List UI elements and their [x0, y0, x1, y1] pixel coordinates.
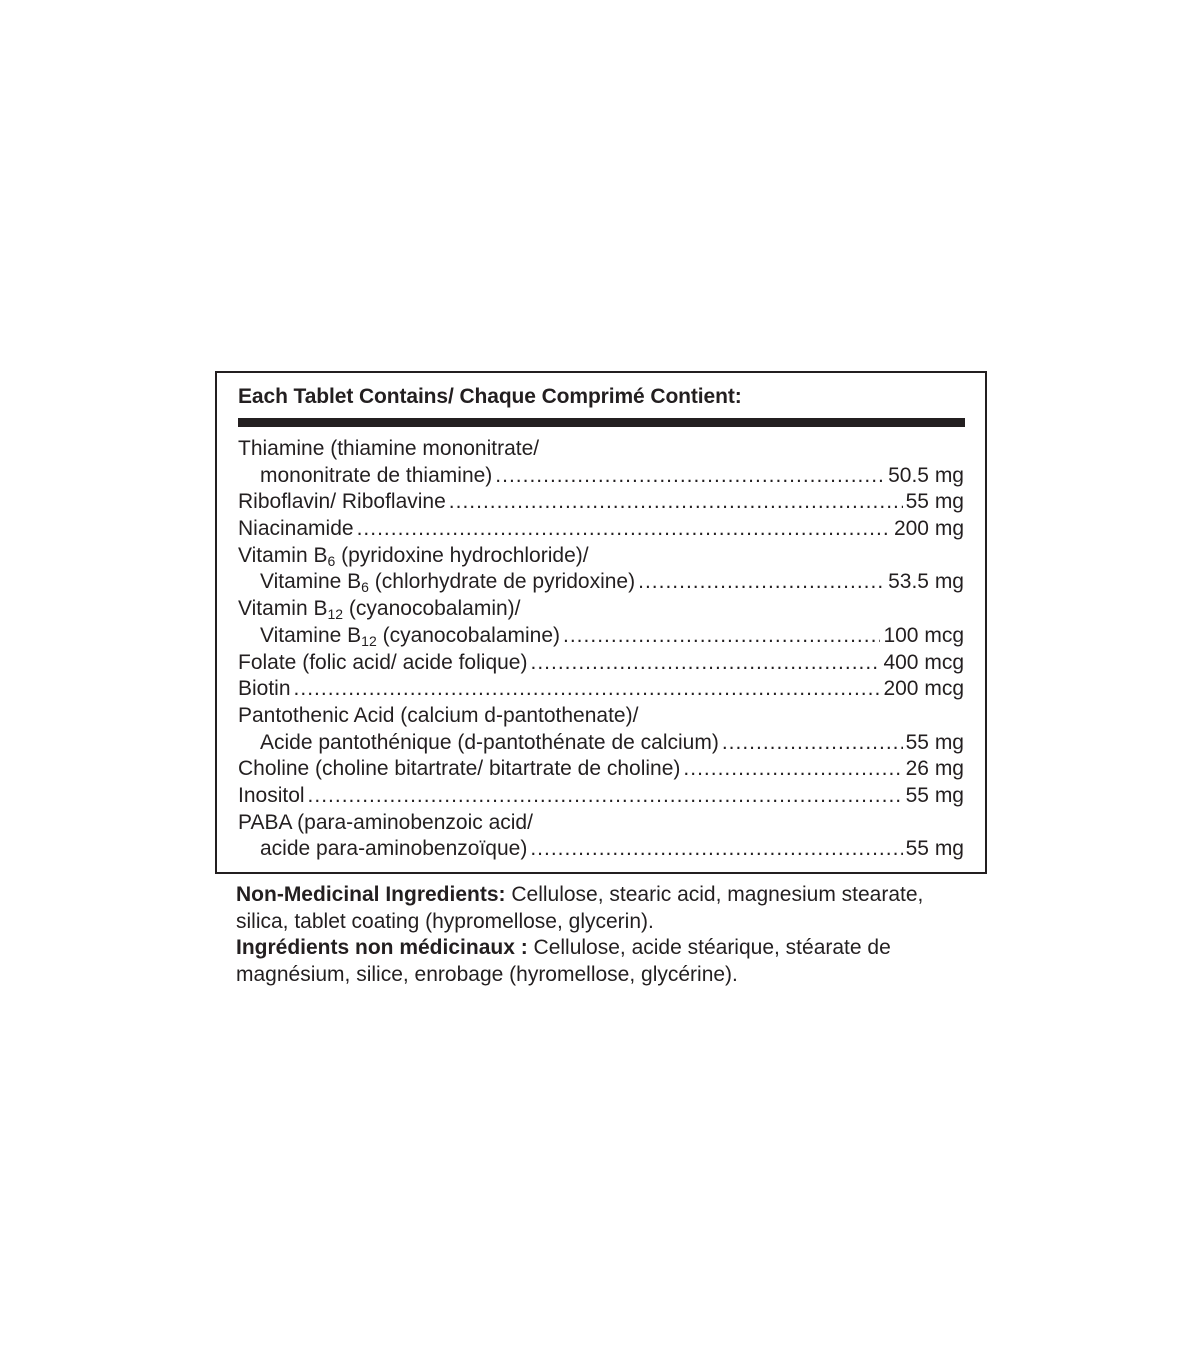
ingredient-name-text: acide para-aminobenzoïque) — [260, 837, 528, 861]
ingredient-name — [238, 543, 589, 571]
dot-leader — [357, 516, 891, 543]
ingredient-name — [238, 516, 354, 543]
ingredient-subscript: 6 — [327, 552, 336, 569]
ingredient-name-text: Vitamine B — [260, 570, 362, 594]
dot-leader — [495, 463, 885, 490]
french-ingredients — [236, 935, 976, 988]
panel-title: Each Tablet Contains/ Chaque Comprimé Contient: — [238, 385, 742, 408]
ingredient-amount: 200 mcg — [883, 677, 964, 701]
ingredient-row — [238, 543, 964, 570]
ingredient-amount: 55 mg — [905, 730, 964, 754]
ingredient-name-text: PABA (para-aminobenzoic acid/ — [238, 810, 533, 834]
ingredient-amount: 53.5 mg — [888, 570, 964, 594]
ingredient-row — [238, 463, 964, 490]
ingredient-name-text-after: (pyridoxine hydrochloride)/ — [335, 543, 589, 567]
ingredient-row — [238, 703, 964, 730]
ingredient-row — [238, 756, 964, 783]
ingredient-name-text: Niacinamide — [238, 517, 354, 541]
ingredient-row — [238, 596, 964, 623]
ingredient-amount: 50.5 mg — [888, 463, 964, 487]
dot-leader — [308, 783, 903, 810]
ingredient-name — [238, 730, 719, 757]
ingredient-row — [238, 436, 964, 463]
ingredient-name — [238, 436, 539, 463]
supplement-facts-panel — [215, 371, 987, 874]
ingredient-name — [238, 569, 635, 597]
ingredient-name-text: Choline (choline bitartrate/ bitartrate de choline) — [238, 757, 681, 781]
ingredient-name-text: Thiamine (thiamine mononitrate/ — [238, 437, 540, 460]
ingredient-name-text: Vitamine B — [260, 623, 362, 647]
dot-leader — [563, 623, 880, 650]
ingredient-row — [238, 516, 964, 543]
ingredient-amount: 26 mg — [905, 757, 964, 781]
ingredient-row — [238, 650, 964, 677]
ingredient-row — [238, 810, 964, 837]
ingredient-row — [238, 676, 964, 703]
dot-leader — [683, 756, 902, 783]
dot-leader — [638, 569, 885, 596]
ingredient-name — [238, 836, 527, 863]
french-ingredients-heading: Ingrédients non médicinaux : — [236, 936, 528, 960]
ingredient-name-text: mononitrate de thiamine) — [260, 463, 493, 487]
dot-leader — [530, 650, 880, 677]
ingredient-amount: 100 mcg — [883, 623, 964, 647]
english-ingredients-heading: Non-Medicinal Ingredients: — [236, 883, 506, 906]
heading-rule — [238, 418, 965, 427]
ingredient-name — [238, 463, 492, 490]
ingredient-name-text: Pantothenic Acid (calcium d-pantothenate)/ — [238, 703, 639, 727]
ingredient-name-text: Vitamin B — [238, 543, 328, 567]
ingredient-row — [238, 569, 964, 596]
ingredient-row — [238, 730, 964, 757]
ingredient-name-text: Folate (folic acid/ acide folique) — [238, 650, 528, 674]
ingredient-subscript: 6 — [361, 579, 369, 596]
ingredient-name-text-after: (chlorhydrate de pyridoxine) — [368, 570, 636, 594]
ingredient-name-text-after: (cyanocobalamin)/ — [343, 597, 521, 621]
ingredient-amount: 200 mg — [893, 517, 964, 541]
ingredient-name — [238, 650, 527, 677]
ingredient-subscript: 12 — [361, 632, 377, 649]
ingredient-amount: 400 mcg — [883, 650, 964, 674]
dot-leader — [530, 836, 902, 863]
ingredient-name — [238, 783, 305, 810]
ingredient-name — [238, 810, 533, 837]
ingredient-name-text: Inositol — [238, 783, 305, 807]
ingredient-name-text: Acide pantothénique (d-pantothénate de calcium) — [260, 730, 719, 754]
dot-leader — [294, 676, 881, 703]
ingredient-amount: 55 mg — [905, 837, 964, 861]
ingredient-list — [238, 436, 964, 863]
non-medicinal-ingredients — [236, 882, 976, 989]
ingredient-amount: 55 mg — [905, 783, 964, 807]
dot-leader — [722, 730, 903, 757]
ingredient-name — [238, 676, 291, 703]
ingredient-row — [238, 836, 964, 863]
ingredient-row — [238, 623, 964, 650]
ingredient-name-text: Riboflavin/ Riboflavine — [238, 490, 446, 514]
ingredient-name-text-after: (cyanocobalamine) — [376, 623, 561, 647]
ingredient-row — [238, 489, 964, 516]
ingredient-amount: 55 mg — [905, 490, 964, 514]
ingredient-name — [238, 596, 521, 624]
ingredient-name-text: Biotin — [238, 677, 291, 701]
ingredient-row — [238, 783, 964, 810]
ingredient-name — [238, 489, 446, 516]
ingredient-name — [238, 756, 680, 783]
english-ingredients — [236, 882, 976, 935]
ingredient-name — [238, 703, 638, 730]
ingredient-subscript: 12 — [327, 606, 344, 623]
french-ingredients-text: Cellulose, acide stéarique, stéarate de magnésium, silice, enrobage (hyromellose, glycérine). — [236, 936, 891, 987]
ingredient-name — [238, 623, 560, 651]
dot-leader — [449, 489, 903, 516]
english-ingredients-text: Cellulose, stearic acid, magnesium stearate, silica, tablet coating (hypromellose, glycerin). — [236, 883, 924, 933]
ingredient-name-text: Vitamin B — [238, 597, 328, 621]
